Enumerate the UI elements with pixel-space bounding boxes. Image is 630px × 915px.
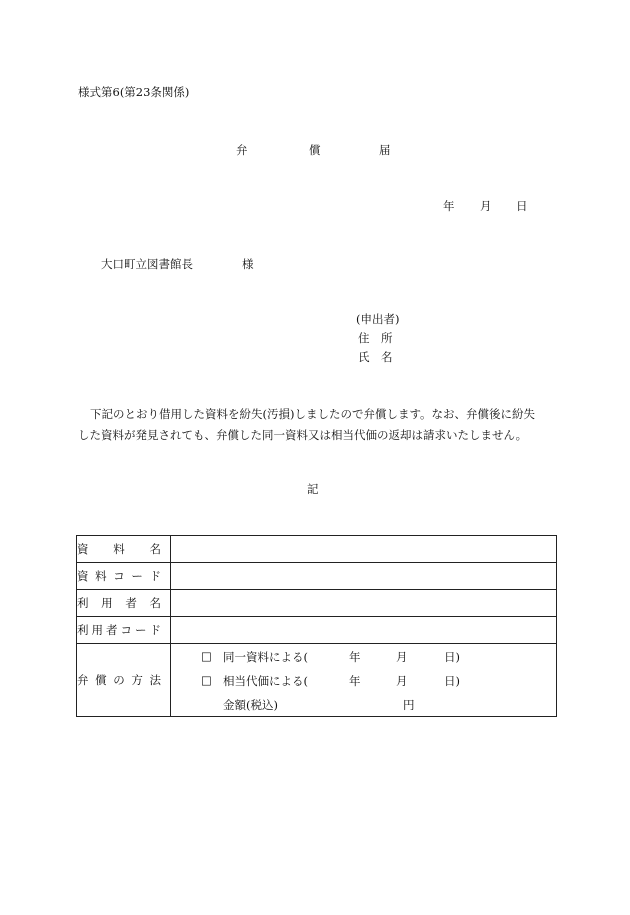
label-char: 者 — [125, 596, 137, 610]
option-same-material-label: 同一資料による( — [223, 650, 308, 664]
label-char: ド — [149, 569, 161, 583]
label-char: 用 — [91, 623, 103, 637]
ki-heading: 記 — [307, 482, 319, 496]
table-row — [77, 563, 557, 590]
label-char: ー — [135, 623, 147, 637]
label-char: 用 — [101, 596, 113, 610]
user-code-field[interactable] — [171, 617, 557, 644]
compensation-table — [76, 535, 557, 717]
amount-row — [171, 692, 556, 716]
label-char: 償 — [95, 673, 107, 687]
label-char: 資 — [77, 542, 89, 556]
checkbox-icon[interactable]: □ — [201, 673, 212, 687]
label-char: コ — [113, 569, 125, 583]
option2-month: 月 — [396, 674, 408, 688]
option-equivalent-price — [171, 668, 556, 692]
date-month: 月 — [480, 199, 492, 213]
statement-line-2: した資料が発見されても、弁償した同一資料又は相当代価の返却は請求いたしません。 — [78, 428, 528, 442]
option1-year: 年 — [349, 650, 361, 664]
date-day: 日 — [516, 199, 528, 213]
label-char: 者 — [106, 623, 118, 637]
applicant-address-label: 住 所 — [358, 331, 393, 345]
option2-year: 年 — [349, 674, 361, 688]
material-code-field[interactable] — [171, 563, 557, 590]
addressee-name: 大口町立図書館長 — [101, 257, 193, 271]
label-char: 料 — [113, 542, 125, 556]
label-char: 方 — [131, 673, 143, 687]
applicant-heading: (申出者) — [356, 312, 400, 326]
label-char: の — [113, 673, 125, 687]
applicant-block — [356, 311, 399, 368]
user-name-field[interactable] — [171, 590, 557, 617]
row-label-user-code — [77, 617, 171, 644]
option-equivalent-price-label: 相当代価による( — [223, 674, 308, 688]
compensation-method-cell — [171, 644, 557, 717]
addressee-honorific: 様 — [242, 257, 254, 271]
row-label-compensation-method — [77, 644, 171, 717]
row-label-material-code — [77, 563, 171, 590]
label-char: 名 — [149, 542, 161, 556]
statement-text — [78, 404, 558, 446]
table-row — [77, 536, 557, 563]
date-year: 年 — [443, 199, 455, 213]
table-row — [77, 644, 557, 717]
label-char: 名 — [149, 596, 161, 610]
applicant-name-label: 氏 名 — [358, 350, 393, 364]
table-row — [77, 590, 557, 617]
title-char-3: 届 — [379, 143, 391, 157]
label-char: 利 — [77, 596, 89, 610]
option2-day: 日) — [444, 674, 460, 688]
label-char: コ — [120, 623, 132, 637]
title-char-2: 償 — [309, 143, 321, 157]
row-label-user-name — [77, 590, 171, 617]
label-char: 料 — [95, 569, 107, 583]
option-same-material — [171, 644, 556, 668]
label-char: 利 — [77, 623, 89, 637]
row-label-material-name — [77, 536, 171, 563]
form-number: 様式第6(第23条関係) — [78, 85, 190, 99]
addressee — [101, 256, 254, 272]
label-char: ー — [131, 569, 143, 583]
material-name-field[interactable] — [171, 536, 557, 563]
title-char-1: 弁 — [236, 143, 248, 157]
amount-label: 金額(税込) — [223, 698, 278, 712]
label-char: 資 — [77, 569, 89, 583]
label-char: ド — [149, 623, 161, 637]
amount-unit: 円 — [403, 698, 415, 712]
label-char: 法 — [149, 673, 161, 687]
table-row — [77, 617, 557, 644]
option1-month: 月 — [396, 650, 408, 664]
option1-day: 日) — [444, 650, 460, 664]
statement-line-1: 下記のとおり借用した資料を紛失(汚損)しましたので弁償します。なお、弁償後に紛失 — [90, 407, 536, 421]
label-char: 弁 — [77, 673, 89, 687]
checkbox-icon[interactable]: □ — [201, 649, 212, 663]
